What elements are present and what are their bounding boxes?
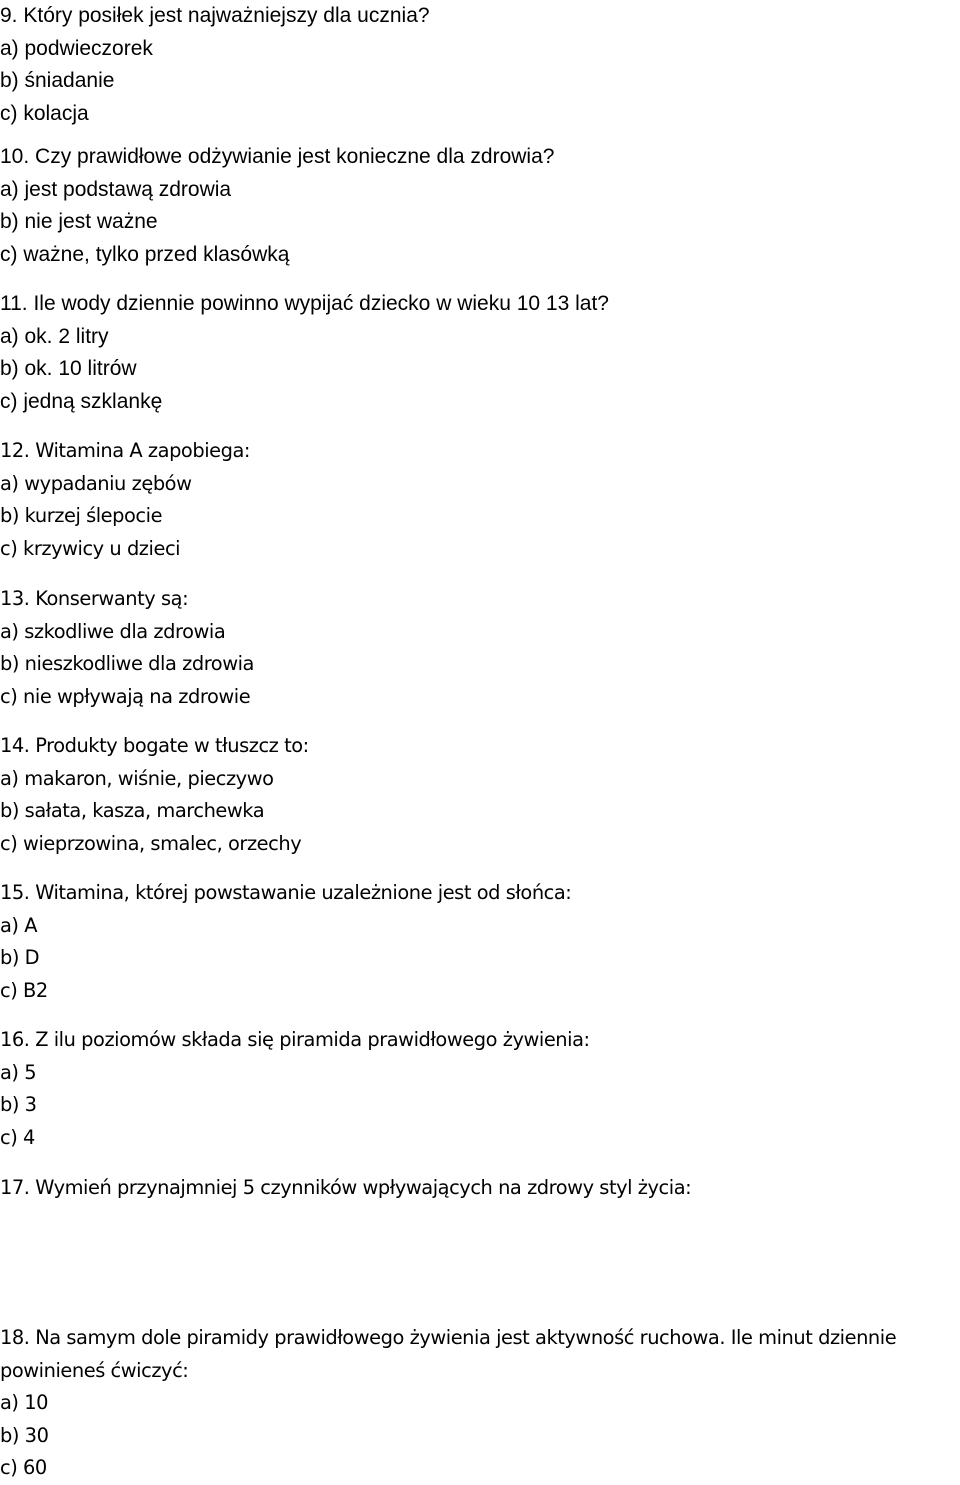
option-a: a) jest podstawą zdrowia	[0, 177, 232, 201]
option-a: a) makaron, wiśnie, pieczywo	[0, 766, 274, 790]
option-c: c) 4	[0, 1125, 35, 1149]
question-14	[0, 730, 960, 860]
question-15	[0, 877, 960, 1007]
option-c: c) B2	[0, 978, 48, 1002]
option-b: b) 30	[0, 1423, 49, 1447]
option-a: a) podwieczorek	[0, 36, 153, 60]
option-b: b) nieszkodliwe dla zdrowia	[0, 652, 254, 676]
option-b: b) sałata, kasza, marchewka	[0, 799, 265, 823]
question-text: 12. Witamina A zapobiega:	[0, 439, 250, 462]
option-c: c) kolacja	[0, 101, 89, 125]
option-c: c) ważne, tylko przed klasówką	[0, 242, 290, 266]
question-text: 17. Wymień przynajmniej 5 czynników wpływających na zdrowy styl życia:	[0, 1176, 692, 1199]
question-16	[0, 1024, 960, 1154]
option-a: a) 10	[0, 1391, 49, 1415]
option-b: b) śniadanie	[0, 69, 115, 93]
question-text: 10. Czy prawidłowe odżywianie jest konieczne dla zdrowia?	[0, 145, 555, 168]
question-text: 18. Na samym dole piramidy prawidłowego żywienia jest aktywność ruchowa. Ile minut dziennie powinieneś ćwiczyć:	[0, 1326, 897, 1382]
option-c: c) 60	[0, 1456, 47, 1480]
question-9	[0, 0, 960, 130]
question-12	[0, 435, 960, 565]
question-13	[0, 583, 960, 713]
option-b: b) D	[0, 946, 40, 970]
option-a: a) wypadaniu zębów	[0, 471, 192, 495]
option-c: c) krzywicy u dzieci	[0, 536, 181, 560]
option-b: b) kurzej ślepocie	[0, 504, 163, 528]
option-c: c) nie wpływają na zdrowie	[0, 684, 251, 708]
question-17	[0, 1172, 960, 1205]
option-b: b) 3	[0, 1093, 37, 1117]
option-a: a) szkodliwe dla zdrowia	[0, 619, 226, 643]
question-11	[0, 288, 960, 418]
option-a: a) 5	[0, 1060, 37, 1084]
option-a: a) ok. 2 litry	[0, 324, 109, 348]
question-text: 14. Produkty bogate w tłuszcz to:	[0, 734, 309, 757]
question-text: 11. Ile wody dziennie powinno wypijać dziecko w wieku 10 13 lat?	[0, 292, 609, 315]
option-a: a) A	[0, 913, 38, 937]
option-b: b) ok. 10 litrów	[0, 357, 137, 381]
question-text: 15. Witamina, której powstawanie uzależnione jest od słońca:	[0, 881, 572, 904]
question-18	[0, 1322, 960, 1485]
question-text: 9. Który posiłek jest najważniejszy dla ucznia?	[0, 4, 430, 27]
question-text: 13. Konserwanty są:	[0, 587, 189, 610]
question-text: 16. Z ilu poziomów składa się piramida prawidłowego żywienia:	[0, 1028, 590, 1051]
option-c: c) wieprzowina, smalec, orzechy	[0, 831, 302, 855]
option-c: c) jedną szklankę	[0, 389, 163, 413]
option-b: b) nie jest ważne	[0, 210, 158, 234]
question-10	[0, 141, 960, 271]
